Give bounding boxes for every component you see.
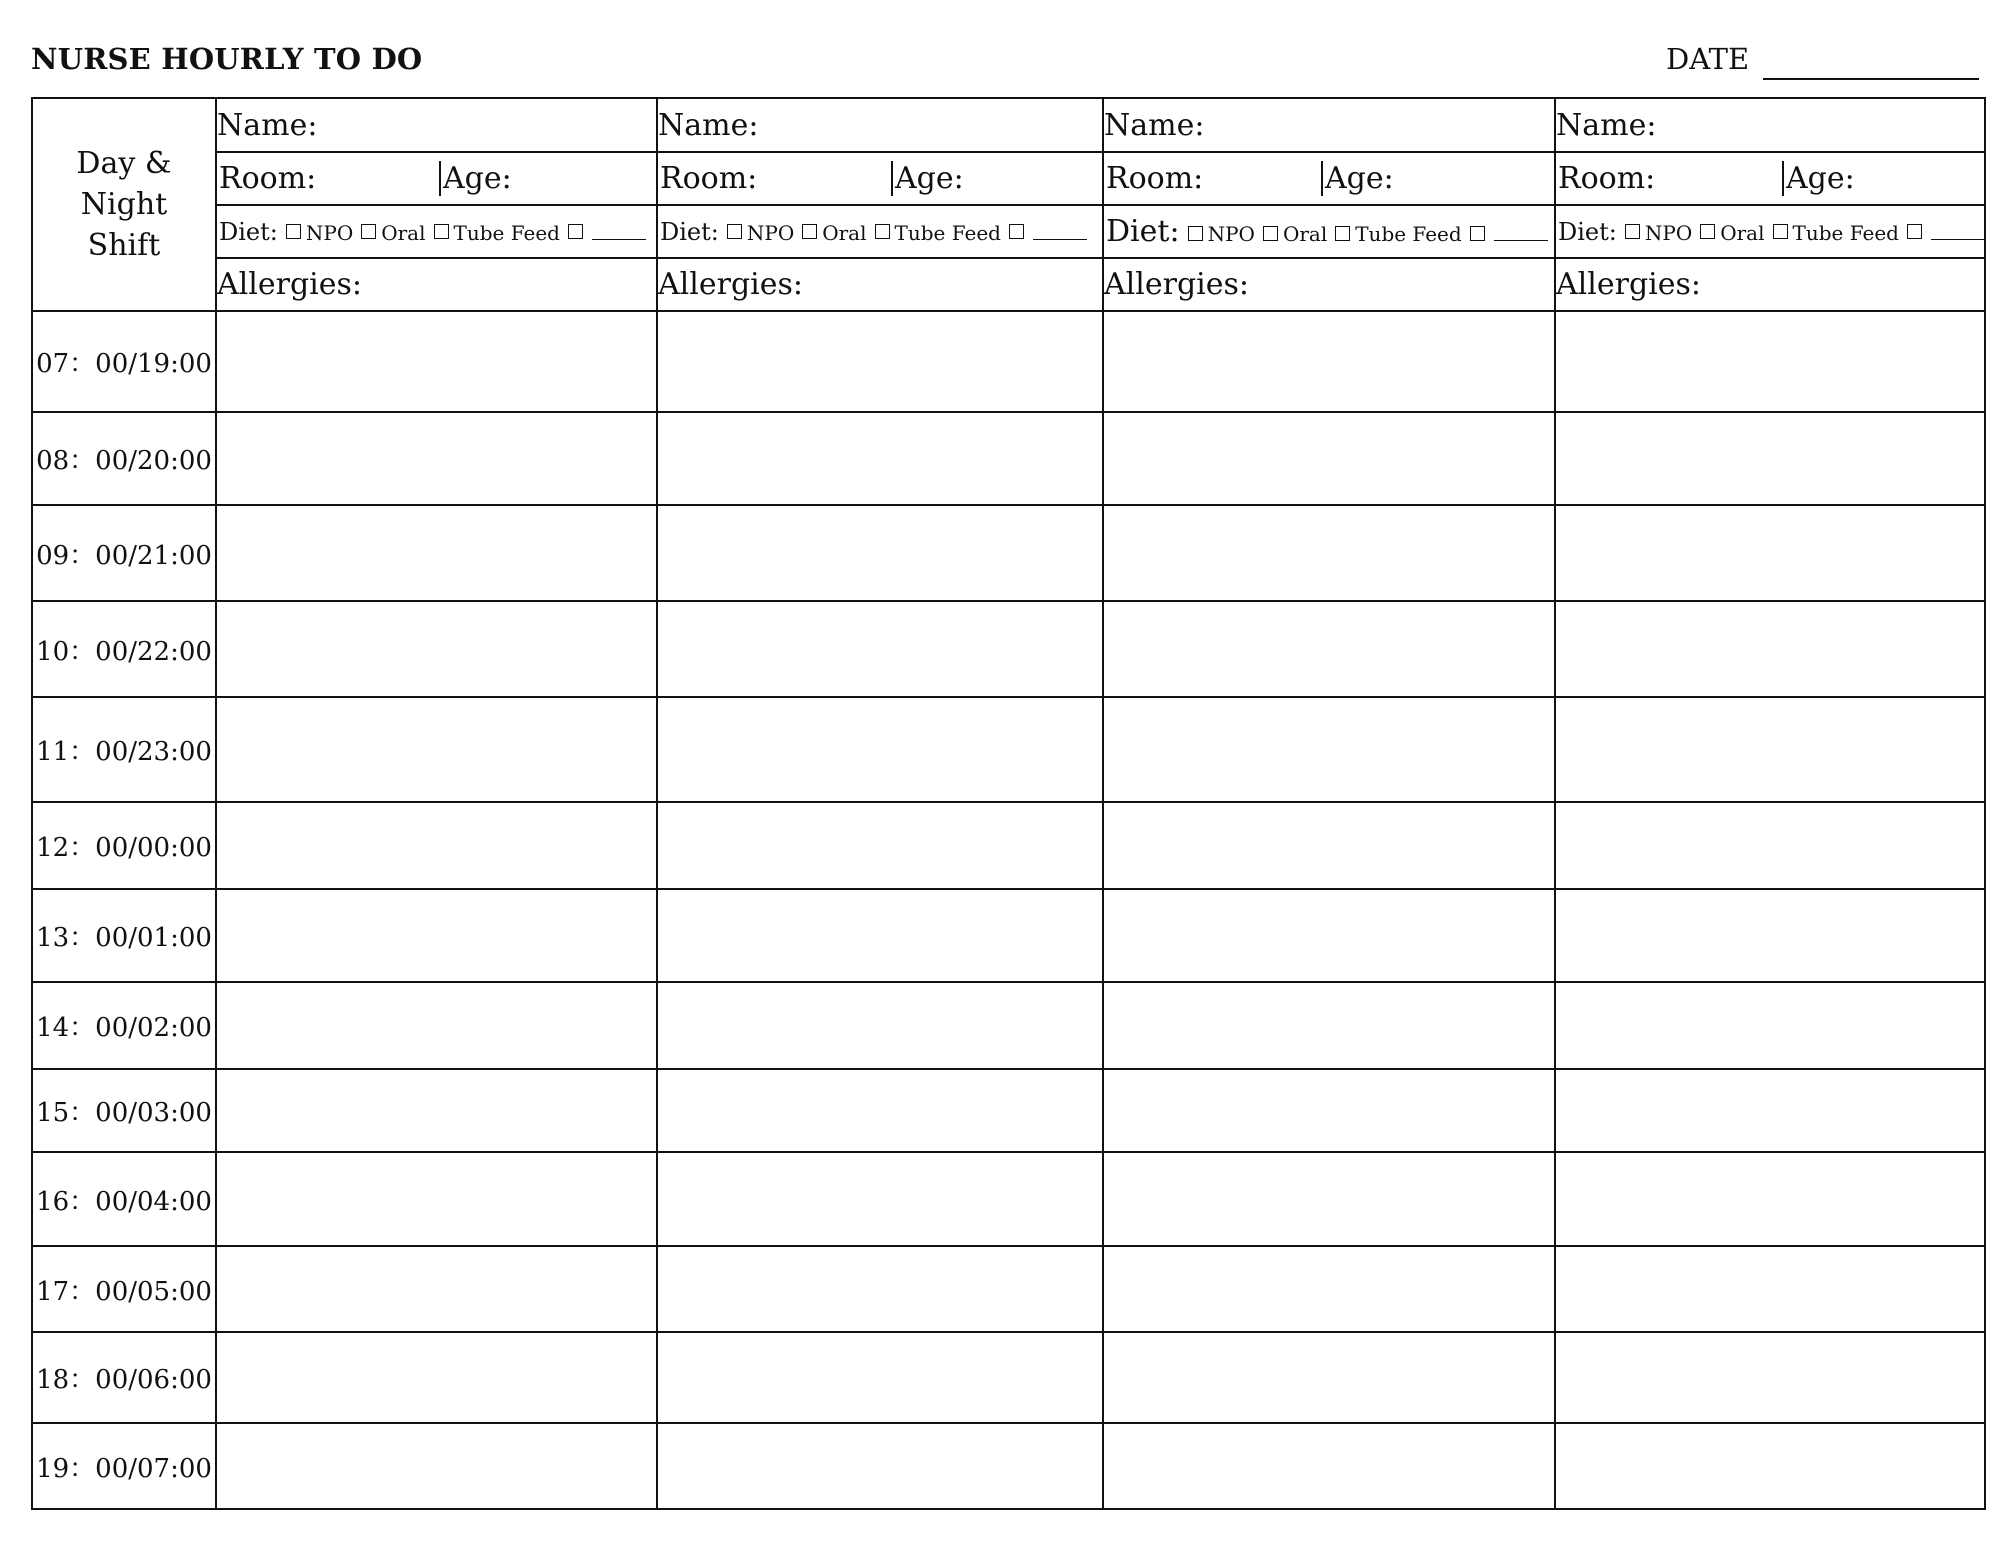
age-field[interactable] <box>1784 161 1984 196</box>
diet-other-blank[interactable] <box>1494 240 1548 241</box>
task-cell[interactable] <box>657 601 1103 697</box>
diet-checkbox[interactable] <box>1335 226 1350 241</box>
room-field[interactable] <box>1104 161 1323 196</box>
diet-other-blank[interactable] <box>592 239 646 240</box>
time-slot-label: 09：00/21:00 <box>32 505 216 601</box>
hour-row <box>32 1246 1985 1332</box>
age-field[interactable] <box>1323 161 1554 196</box>
hour-row <box>32 412 1985 505</box>
age-label: Age: <box>443 161 512 196</box>
task-cell[interactable] <box>1103 1423 1555 1509</box>
allergies-label: Allergies: <box>1104 267 1250 302</box>
room-label: Room: <box>219 161 317 196</box>
task-cell[interactable] <box>1103 412 1555 505</box>
hour-row <box>32 697 1985 802</box>
diet-checkbox-other[interactable] <box>1009 224 1024 239</box>
task-cell[interactable] <box>657 1246 1103 1332</box>
allergies-field[interactable] <box>216 258 657 311</box>
task-cell[interactable] <box>216 601 657 697</box>
task-cell[interactable] <box>1555 311 1985 412</box>
task-cell[interactable] <box>216 505 657 601</box>
date-field[interactable] <box>1763 78 1979 80</box>
hour-row <box>32 1152 1985 1246</box>
diet-checkbox-other[interactable] <box>1907 224 1922 239</box>
age-field[interactable] <box>893 161 1102 196</box>
room-field[interactable] <box>1556 161 1784 196</box>
task-cell[interactable] <box>216 1152 657 1246</box>
allergies-field[interactable] <box>657 258 1103 311</box>
hour-row <box>32 802 1985 889</box>
diet-option-label: NPO <box>305 220 354 245</box>
task-cell[interactable] <box>657 412 1103 505</box>
time-slot-label: 12：00/00:00 <box>32 802 216 889</box>
diet-checkbox[interactable] <box>875 224 890 239</box>
allergies-label: Allergies: <box>658 267 804 302</box>
task-cell[interactable] <box>1555 889 1985 982</box>
diet-checkbox[interactable] <box>1700 224 1715 239</box>
time-slot-label: 08：00/20:00 <box>32 412 216 505</box>
diet-cell <box>1555 205 1985 258</box>
diet-option-label: Tube Feed <box>1355 222 1462 246</box>
task-cell[interactable] <box>1103 982 1555 1069</box>
diet-other-blank[interactable] <box>1033 239 1087 240</box>
diet-checkbox[interactable] <box>802 224 817 239</box>
task-cell[interactable] <box>216 311 657 412</box>
hour-row <box>32 311 1985 412</box>
allergies-field[interactable] <box>1555 258 1985 311</box>
allergies-label: Allergies: <box>217 267 363 302</box>
task-cell[interactable] <box>657 1332 1103 1423</box>
age-label: Age: <box>1786 161 1855 196</box>
time-slot-label: 14：00/02:00 <box>32 982 216 1069</box>
time-slot-label: 07：00/19:00 <box>32 311 216 412</box>
time-slot-label: 13：00/01:00 <box>32 889 216 982</box>
task-cell[interactable] <box>216 1246 657 1332</box>
time-slot-label: 17：00/05:00 <box>32 1246 216 1332</box>
task-cell[interactable] <box>216 1332 657 1423</box>
diet-checkbox[interactable] <box>1625 224 1640 239</box>
task-cell[interactable] <box>657 982 1103 1069</box>
room-label: Room: <box>660 161 758 196</box>
diet-checkbox-other[interactable] <box>1470 226 1485 241</box>
diet-label: Diet: <box>660 217 719 246</box>
diet-option-label: Oral <box>1720 220 1765 245</box>
diet-label: Diet: <box>1558 217 1617 246</box>
task-cell[interactable] <box>1555 1152 1985 1246</box>
diet-checkbox[interactable] <box>1188 226 1203 241</box>
task-cell[interactable] <box>1103 601 1555 697</box>
task-cell[interactable] <box>1103 1069 1555 1152</box>
task-cell[interactable] <box>1555 982 1985 1069</box>
task-cell[interactable] <box>216 697 657 802</box>
task-cell[interactable] <box>657 1152 1103 1246</box>
room-age-cell <box>216 152 657 205</box>
room-label: Room: <box>1106 161 1204 196</box>
hour-row <box>32 1332 1985 1423</box>
task-cell[interactable] <box>1555 1423 1985 1509</box>
diet-option-label: Oral <box>1282 222 1328 246</box>
age-label: Age: <box>895 161 964 196</box>
task-cell[interactable] <box>1103 889 1555 982</box>
diet-checkbox[interactable] <box>361 224 376 239</box>
diet-cell <box>1103 205 1555 258</box>
patient-name-field[interactable]: Name: <box>1103 98 1555 152</box>
hour-row <box>32 889 1985 982</box>
task-cell[interactable] <box>1103 697 1555 802</box>
allergies-field[interactable] <box>1103 258 1555 311</box>
hour-row <box>32 982 1985 1069</box>
task-cell[interactable] <box>657 889 1103 982</box>
task-cell[interactable] <box>1555 505 1985 601</box>
task-cell[interactable] <box>216 802 657 889</box>
task-cell[interactable] <box>216 1423 657 1509</box>
diet-cell <box>216 205 657 258</box>
task-cell[interactable] <box>1103 505 1555 601</box>
diet-option-label: Tube Feed <box>1792 220 1899 245</box>
task-cell[interactable] <box>1555 1332 1985 1423</box>
task-cell[interactable] <box>657 802 1103 889</box>
task-cell[interactable] <box>1103 1246 1555 1332</box>
time-slot-label: 10：00/22:00 <box>32 601 216 697</box>
diet-checkbox[interactable] <box>1263 226 1278 241</box>
hour-row <box>32 505 1985 601</box>
diet-checkbox[interactable] <box>286 224 301 239</box>
task-cell[interactable] <box>1103 1152 1555 1246</box>
hour-row <box>32 1423 1985 1509</box>
task-cell[interactable] <box>216 982 657 1069</box>
room-age-cell <box>1103 152 1555 205</box>
diet-option-label: NPO <box>1644 220 1693 245</box>
task-cell[interactable] <box>1555 601 1985 697</box>
diet-checkbox-other[interactable] <box>568 224 583 239</box>
task-cell[interactable] <box>657 697 1103 802</box>
diet-checkbox[interactable] <box>727 224 742 239</box>
task-cell[interactable] <box>1103 311 1555 412</box>
time-slot-label: 18：00/06:00 <box>32 1332 216 1423</box>
diet-option-label: Oral <box>822 220 867 245</box>
page-title: NURSE HOURLY TO DO <box>31 42 423 76</box>
task-cell[interactable] <box>1555 1246 1985 1332</box>
diet-label: Diet: <box>1106 214 1180 249</box>
task-cell[interactable] <box>1555 1069 1985 1152</box>
diet-option-label: Tube Feed <box>453 220 560 245</box>
diet-option-label: NPO <box>746 220 795 245</box>
diet-checkbox[interactable] <box>434 224 449 239</box>
time-slot-label: 19：00/07:00 <box>32 1423 216 1509</box>
task-cell[interactable] <box>657 311 1103 412</box>
patient-name-field[interactable]: Name: <box>216 98 657 152</box>
room-age-cell <box>1555 152 1985 205</box>
room-age-cell <box>657 152 1103 205</box>
date-label: DATE <box>1666 42 1750 76</box>
room-field[interactable] <box>217 161 441 196</box>
task-cell[interactable] <box>657 505 1103 601</box>
task-cell[interactable] <box>1555 802 1985 889</box>
time-slot-label: 11：00/23:00 <box>32 697 216 802</box>
allergies-label: Allergies: <box>1556 267 1702 302</box>
age-label: Age: <box>1325 161 1394 196</box>
diet-option-label: Tube Feed <box>894 220 1001 245</box>
task-cell[interactable] <box>657 1423 1103 1509</box>
task-cell[interactable] <box>1103 1332 1555 1423</box>
task-cell[interactable] <box>657 1069 1103 1152</box>
task-cell[interactable] <box>216 889 657 982</box>
age-field[interactable] <box>441 161 656 196</box>
task-cell[interactable] <box>1103 802 1555 889</box>
time-slot-label: 15：00/03:00 <box>32 1069 216 1152</box>
room-label: Room: <box>1558 161 1656 196</box>
task-cell[interactable] <box>1555 697 1985 802</box>
diet-checkbox[interactable] <box>1773 224 1788 239</box>
diet-option-label: NPO <box>1207 222 1255 246</box>
task-cell[interactable] <box>1555 412 1985 505</box>
hour-row <box>32 1069 1985 1152</box>
diet-other-blank[interactable] <box>1931 239 1985 240</box>
patient-name-field[interactable]: Name: <box>657 98 1103 152</box>
room-field[interactable] <box>658 161 893 196</box>
diet-option-label: Oral <box>381 220 426 245</box>
diet-label: Diet: <box>219 217 278 246</box>
task-cell[interactable] <box>216 1069 657 1152</box>
shift-header: Day & Night Shift <box>32 98 216 311</box>
hour-row <box>32 601 1985 697</box>
diet-cell <box>657 205 1103 258</box>
task-cell[interactable] <box>216 412 657 505</box>
time-slot-label: 16：00/04:00 <box>32 1152 216 1246</box>
hourly-grid <box>31 97 1986 1510</box>
patient-name-field[interactable]: Name: <box>1555 98 1985 152</box>
